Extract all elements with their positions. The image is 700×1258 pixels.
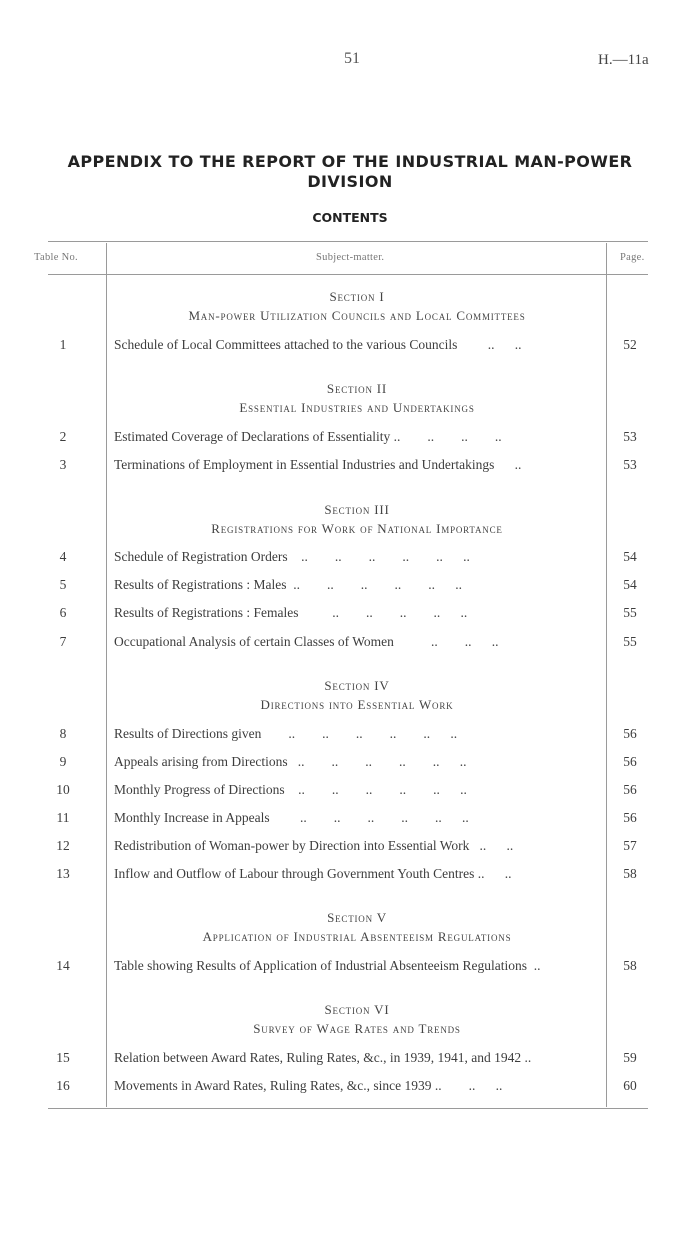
section-subtitle: Registrations for Work of National Importance xyxy=(211,521,503,536)
table-number: 4 xyxy=(59,549,67,564)
section-heading xyxy=(120,909,594,946)
page-reference: 56 xyxy=(623,810,637,825)
page-reference: 58 xyxy=(623,958,637,973)
page-reference: 56 xyxy=(623,726,637,741)
subject-matter: Terminations of Employment in Essential Industries and Undertakings .. xyxy=(114,457,522,472)
subject-matter: Appeals arising from Directions .. .. .. .. .. .. xyxy=(114,754,467,769)
table-row xyxy=(0,1050,700,1070)
table-row xyxy=(0,958,700,978)
table-row xyxy=(0,726,700,746)
table-bottom-rule xyxy=(48,1108,648,1109)
table-number: 16 xyxy=(56,1078,70,1093)
subject-matter: Results of Registrations : Males .. .. .. .. .. .. xyxy=(114,577,462,592)
appendix-title xyxy=(40,152,660,192)
page-reference: 52 xyxy=(623,337,637,352)
page-reference: 55 xyxy=(623,605,637,620)
subject-matter: Estimated Coverage of Declarations of Essentiality .. .. .. .. xyxy=(114,429,502,444)
subject-matter: Monthly Increase in Appeals .. .. .. .. .. .. xyxy=(114,810,469,825)
table-row xyxy=(0,337,700,357)
contents-heading: CONTENTS xyxy=(312,210,388,225)
section-subtitle: Essential Industries and Undertakings xyxy=(239,400,475,415)
page-reference: 54 xyxy=(623,549,637,564)
table-top-rule xyxy=(48,241,648,242)
table-number: 13 xyxy=(56,866,70,881)
section-heading xyxy=(120,380,594,417)
table-number: 10 xyxy=(56,782,70,797)
subject-matter: Inflow and Outflow of Labour through Government Youth Centres .. .. xyxy=(114,866,512,881)
page-reference: 56 xyxy=(623,754,637,769)
page-reference: 57 xyxy=(623,838,637,853)
table-row xyxy=(0,605,700,625)
page-reference: 58 xyxy=(623,866,637,881)
table-number: 9 xyxy=(59,754,67,769)
subject-matter: Movements in Award Rates, Ruling Rates, &c., since 1939 .. .. .. xyxy=(114,1078,503,1093)
table-row xyxy=(0,810,700,830)
subject-matter: Monthly Progress of Directions .. .. .. .. .. .. xyxy=(114,782,467,797)
table-number: 5 xyxy=(59,577,67,592)
section-subtitle: Survey of Wage Rates and Trends xyxy=(253,1021,461,1036)
column-header-table-no: Table No. xyxy=(34,252,78,263)
page-reference: 56 xyxy=(623,782,637,797)
table-number: 12 xyxy=(56,838,70,853)
table-number: 7 xyxy=(59,634,67,649)
subject-matter: Results of Registrations : Females .. .. .. .. .. xyxy=(114,605,468,620)
table-row xyxy=(0,866,700,886)
section-heading xyxy=(120,1001,594,1038)
section-heading xyxy=(120,501,594,538)
table-number: 11 xyxy=(56,810,70,825)
table-row xyxy=(0,634,700,654)
table-row xyxy=(0,429,700,449)
section-subtitle: Directions into Essential Work xyxy=(260,697,454,712)
column-header-subject: Subject-matter. xyxy=(316,252,385,263)
document-reference: H.—11a xyxy=(598,52,649,68)
title-line: APPENDIX TO THE REPORT OF THE INDUSTRIAL MAN-POWER xyxy=(67,152,633,171)
section-heading xyxy=(120,677,594,714)
title-line: DIVISION xyxy=(307,172,393,191)
table-number: 14 xyxy=(56,958,70,973)
table-row xyxy=(0,782,700,802)
section-title: Section III xyxy=(324,502,390,517)
subject-matter: Results of Directions given .. .. .. .. .. .. xyxy=(114,726,458,741)
subject-matter: Schedule of Registration Orders .. .. .. .. .. .. xyxy=(114,549,470,564)
table-row xyxy=(0,1078,700,1098)
subject-matter: Schedule of Local Committees attached to the various Councils .. .. xyxy=(114,337,522,352)
table-number: 3 xyxy=(59,457,67,472)
subject-matter: Occupational Analysis of certain Classes of Women .. .. .. xyxy=(114,634,499,649)
section-subtitle: Application of Industrial Absenteeism Regulations xyxy=(202,929,512,944)
table-row xyxy=(0,838,700,858)
page-reference: 54 xyxy=(623,577,637,592)
table-row xyxy=(0,754,700,774)
page-reference: 53 xyxy=(623,429,637,444)
table-number: 2 xyxy=(59,429,67,444)
section-title: Section II xyxy=(326,381,388,396)
page-reference: 60 xyxy=(623,1078,637,1093)
table-row xyxy=(0,577,700,597)
column-header-page: Page. xyxy=(620,252,645,263)
subject-matter: Table showing Results of Application of Industrial Absenteeism Regulations .. xyxy=(114,958,541,973)
table-number: 1 xyxy=(59,337,67,352)
section-title: Section VI xyxy=(324,1002,390,1017)
section-heading xyxy=(120,288,594,325)
section-title: Section I xyxy=(329,289,385,304)
table-number: 8 xyxy=(59,726,67,741)
header-bottom-rule xyxy=(48,274,648,275)
page-reference: 53 xyxy=(623,457,637,472)
page-reference: 55 xyxy=(623,634,637,649)
table-number: 15 xyxy=(56,1050,70,1065)
table-row xyxy=(0,549,700,569)
page-number: 51 xyxy=(344,50,360,67)
table-number: 6 xyxy=(59,605,67,620)
subject-matter: Redistribution of Woman-power by Direction into Essential Work .. .. xyxy=(114,838,514,853)
section-title: Section IV xyxy=(324,678,390,693)
section-title: Section V xyxy=(327,910,387,925)
section-subtitle: Man-power Utilization Councils and Local Committees xyxy=(188,308,526,323)
table-row xyxy=(0,457,700,477)
subject-matter: Relation between Award Rates, Ruling Rates, &c., in 1939, 1941, and 1942 .. xyxy=(114,1050,532,1065)
page-reference: 59 xyxy=(623,1050,637,1065)
